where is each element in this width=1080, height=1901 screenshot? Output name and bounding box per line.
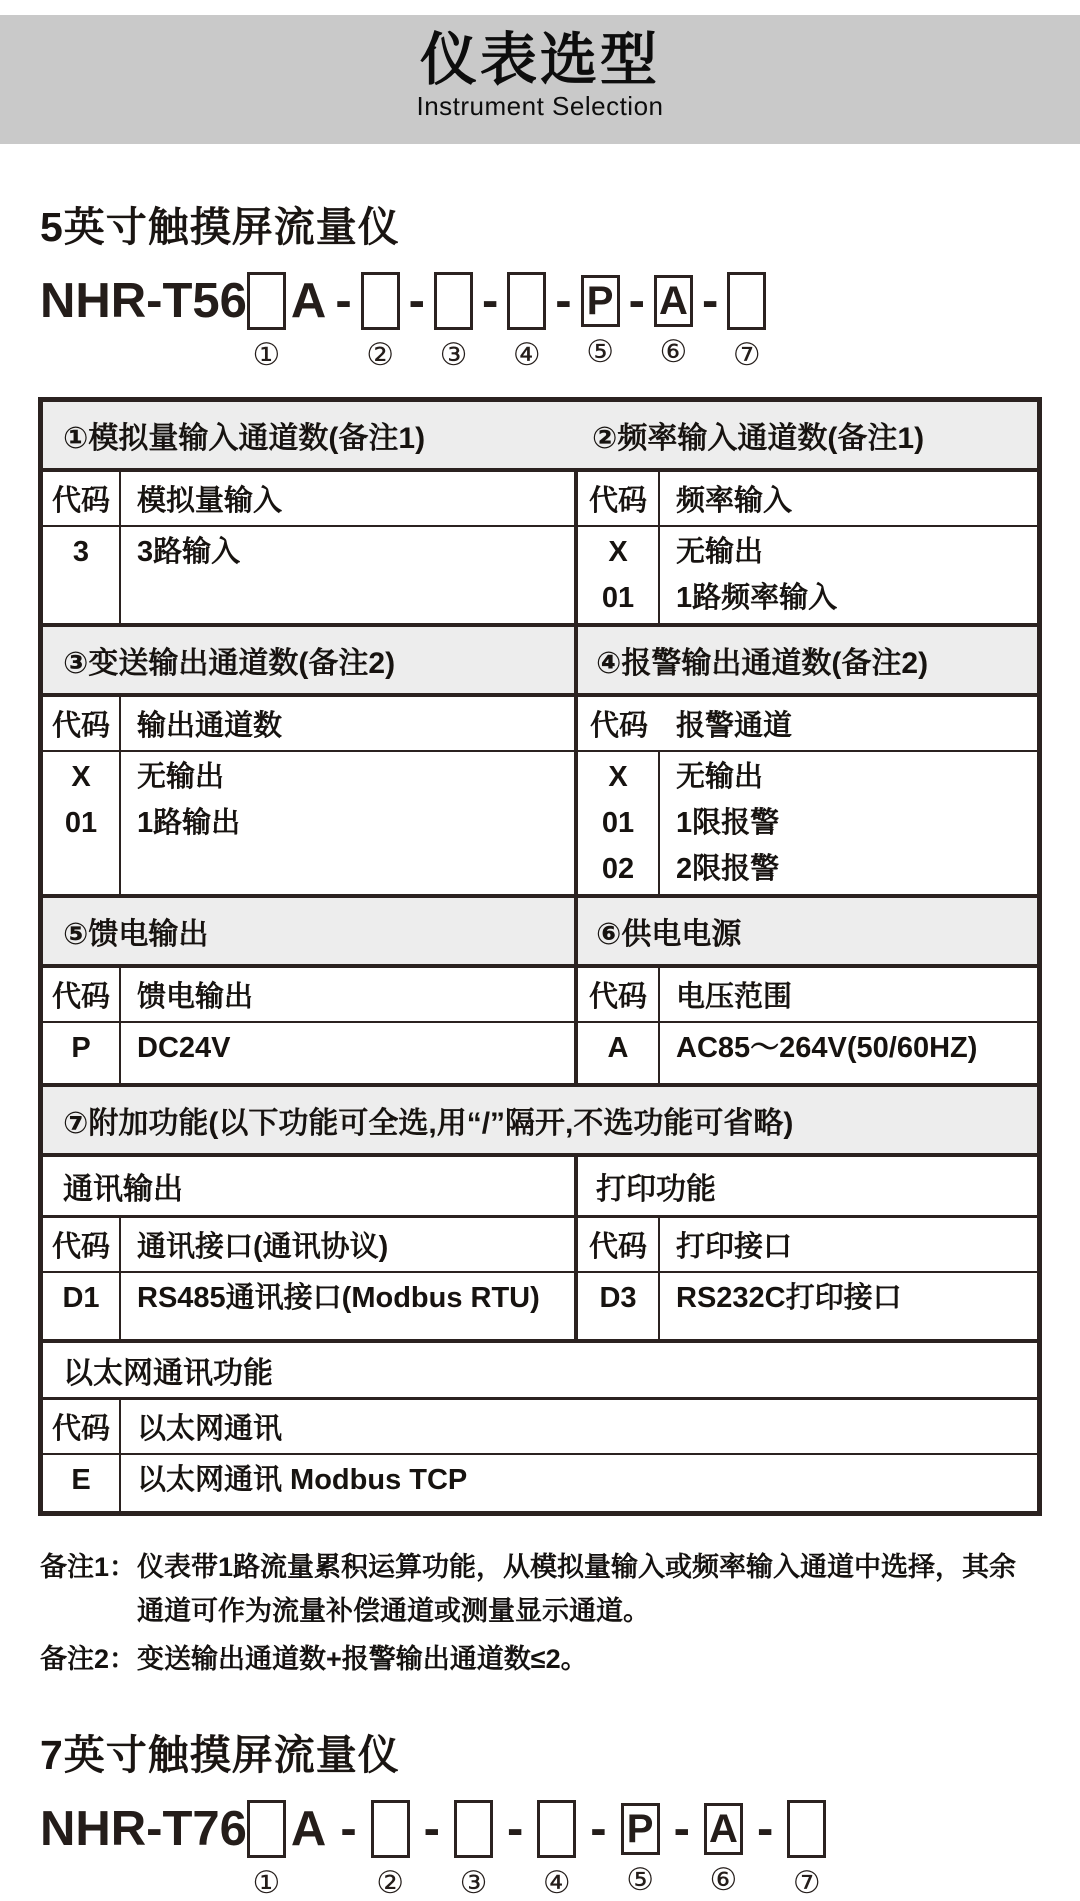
ethernet-column-header-row	[43, 1400, 1037, 1455]
section-1-2-title-row	[43, 402, 1037, 472]
circle-6-marker: ⑥	[709, 1862, 738, 1898]
product-7inch-section	[40, 1722, 1040, 1901]
note-1	[40, 1546, 1040, 1633]
section-1-title: ①模拟量输入通道数(备注1)	[63, 422, 426, 455]
model-code-line-5inch	[40, 269, 1040, 373]
dash-separator: -	[506, 1802, 524, 1857]
code-column-header: 代码	[43, 1400, 121, 1453]
section-2-column-headers	[574, 472, 1037, 525]
option-code: A	[607, 1032, 629, 1064]
ethernet-code-column	[43, 1455, 121, 1511]
model-option-box-6-a: A	[654, 275, 693, 327]
ethernet-options	[43, 1455, 1037, 1511]
print-value-column	[660, 1273, 1037, 1339]
dash-separator: -	[340, 1802, 357, 1857]
section-3-4-body-row	[43, 752, 1037, 894]
section-3-4-column-header-row	[43, 697, 1037, 752]
dash-separator: -	[701, 274, 719, 328]
code-column-header: 代码	[43, 968, 121, 1021]
model-option-3-group	[454, 1797, 493, 1901]
code-column-header: 代码	[43, 697, 121, 750]
option-code: D1	[62, 1282, 100, 1314]
circle-3-marker: ③	[459, 1865, 488, 1901]
comm-column-headers	[43, 1218, 574, 1271]
dash-separator: -	[628, 274, 645, 328]
section-3-code-column	[43, 752, 121, 894]
section-4-title: ④报警输出通道数(备注2)	[574, 627, 1037, 693]
product-5inch-heading: 5英寸触摸屏流量仪	[40, 204, 400, 250]
circle-2-marker: ②	[376, 1865, 405, 1901]
option-code: X	[608, 761, 628, 793]
model-option-box-2	[361, 272, 400, 330]
code-column-header: 代码	[589, 710, 648, 742]
section-5-6-body-row	[43, 1023, 1037, 1083]
model-option-4-group	[507, 269, 546, 373]
model-option-3-group	[434, 269, 473, 373]
section-5-value-column	[121, 1023, 574, 1083]
section-6-column-headers	[574, 968, 1037, 1021]
option-code: 02	[601, 853, 635, 885]
model-option-6-group	[704, 1797, 743, 1898]
comm-options	[43, 1273, 574, 1339]
note-2-label: 备注2：	[40, 1644, 137, 1675]
circle-6-marker: ⑥	[659, 334, 688, 369]
code-column-header: 代码	[43, 472, 121, 525]
comm-print-column-header-row	[43, 1218, 1037, 1273]
code-column-header: 代码	[578, 472, 660, 525]
model-option-box-4	[537, 1800, 576, 1858]
circle-5-marker: ⑤	[626, 1862, 655, 1898]
section-3-4-title-row	[43, 623, 1037, 697]
page-header-banner	[0, 15, 1080, 144]
option-code: P	[71, 1032, 91, 1064]
model-option-box-3	[434, 272, 473, 330]
comm-print-subheader-row	[43, 1157, 1037, 1218]
option-code: E	[71, 1464, 91, 1496]
section-4-column-headers	[574, 697, 1037, 750]
section-3-options	[43, 752, 574, 894]
ethernet-subtitle: 以太网通讯功能	[63, 1357, 273, 1390]
model-option-box-5-p: P	[581, 275, 620, 327]
section-3-column-headers	[43, 697, 574, 750]
model-fixed-letter-a: A	[290, 274, 327, 328]
option-code: 01	[601, 582, 635, 614]
section-5-options	[43, 1023, 574, 1083]
code-column-header: 代码	[578, 1218, 660, 1271]
model-code-line-7inch	[40, 1797, 1040, 1901]
option-value: 2限报警	[676, 853, 780, 885]
section-6-code-column	[578, 1023, 660, 1083]
model-option-box-7	[727, 272, 766, 330]
comm-name-header: 通讯接口(通讯协议)	[137, 1231, 389, 1263]
section-5-6-title-row	[43, 894, 1037, 968]
section-1-options	[43, 527, 574, 623]
option-code: 01	[601, 807, 635, 839]
section-7-title: ⑦附加功能(以下功能可全选,用“/”隔开,不选功能可省略)	[63, 1107, 794, 1140]
note-2	[40, 1638, 1040, 1682]
option-value: RS485通讯接口(Modbus RTU)	[137, 1282, 540, 1314]
model-prefix-7inch: NHR-T76	[40, 1802, 247, 1857]
model-option-box-7	[787, 1800, 826, 1858]
ethernet-name-header: 以太网通讯	[137, 1413, 283, 1445]
comm-print-body-row	[43, 1273, 1037, 1339]
option-value: 无输出	[676, 761, 764, 793]
dash-separator: -	[673, 1802, 690, 1857]
model-option-2-group	[361, 269, 400, 373]
model-option-4-group	[537, 1797, 576, 1901]
option-value: DC24V	[137, 1032, 231, 1064]
print-code-column	[578, 1273, 660, 1339]
option-code: 3	[72, 536, 90, 568]
circle-3-marker: ③	[439, 337, 468, 372]
print-options	[574, 1273, 1037, 1339]
section-7-title-row	[43, 1083, 1037, 1157]
model-option-box-2	[371, 1800, 410, 1858]
circle-2-marker: ②	[366, 337, 395, 372]
section-4-options	[574, 752, 1037, 894]
section-5-name-header: 馈电输出	[137, 981, 254, 1013]
ethernet-subheader-row	[43, 1339, 1037, 1400]
section-2-name-header: 频率输入	[676, 485, 793, 517]
section-2-code-column	[578, 527, 660, 623]
model-option-6-group	[654, 269, 693, 370]
model-fixed-letter-a: A	[290, 1802, 327, 1857]
section-6-options	[574, 1023, 1037, 1083]
option-value: AC85～264V(50/60HZ)	[676, 1032, 978, 1064]
circle-1-marker: ①	[252, 1865, 281, 1901]
model-option-5-group	[581, 269, 620, 370]
section-6-name-header: 电压范围	[676, 981, 793, 1013]
code-column-header: 代码	[43, 1218, 121, 1271]
dash-separator: -	[423, 1802, 440, 1857]
section-2-title: ②频率输入通道数(备注1)	[592, 422, 925, 455]
model-option-1-group	[247, 269, 286, 373]
section-3-value-column	[121, 752, 574, 894]
dash-separator: -	[335, 274, 352, 328]
code-column-header: 代码	[578, 968, 660, 1021]
page-subtitle: Instrument Selection	[416, 90, 664, 121]
section-3-title: ③变送输出通道数(备注2)	[63, 647, 396, 680]
section-5-column-headers	[43, 968, 574, 1021]
model-option-5-group	[621, 1797, 660, 1898]
option-value: 以太网通讯 Modbus TCP	[137, 1464, 468, 1496]
option-value: 无输出	[137, 761, 225, 793]
circle-4-marker: ④	[512, 337, 541, 372]
section-2-options	[574, 527, 1037, 623]
notes-section	[40, 1546, 1040, 1682]
model-option-box-6-a: A	[704, 1803, 743, 1855]
note-1-text: 仪表带1路流量累积运算功能，从模拟量输入或频率输入通道中选择，其余通道可作为流量补偿通道或测量显示通道。	[137, 1552, 1017, 1626]
dash-separator: -	[481, 274, 499, 328]
print-name-header: 打印接口	[676, 1231, 793, 1263]
circle-4-marker: ④	[542, 1865, 571, 1901]
circle-5-marker: ⑤	[586, 334, 615, 369]
circle-7-marker: ⑦	[732, 337, 761, 372]
option-code: D3	[599, 1282, 637, 1314]
print-column-headers	[574, 1218, 1037, 1271]
model-option-7-group	[727, 269, 766, 373]
model-option-7-group	[787, 1797, 826, 1901]
section-1-code-column	[43, 527, 121, 623]
model-option-box-4	[507, 272, 546, 330]
model-option-2-group	[371, 1797, 410, 1901]
circle-7-marker: ⑦	[792, 1865, 821, 1901]
section-3-name-header: 输出通道数	[137, 710, 283, 742]
section-4-code-column	[578, 752, 660, 894]
section-6-value-column	[660, 1023, 1037, 1083]
section-5-title: ⑤馈电输出	[63, 918, 209, 951]
option-code: 01	[64, 807, 98, 839]
option-value: 3路输入	[137, 536, 241, 568]
product-5inch-section	[40, 194, 1040, 373]
model-option-box-5-p: P	[621, 1803, 660, 1855]
section-1-2-body-row	[43, 527, 1037, 623]
circle-1-marker: ①	[252, 337, 281, 372]
page-title: 仪表选型	[420, 28, 660, 92]
section-4-value-column	[660, 752, 1037, 894]
comm-value-column	[121, 1273, 574, 1339]
comm-output-subtitle: 通讯输出	[63, 1173, 183, 1206]
dash-separator: -	[590, 1802, 607, 1857]
section-2-value-column	[660, 527, 1037, 623]
ethernet-body-row	[43, 1455, 1037, 1511]
selection-table	[38, 397, 1042, 1516]
section-6-title: ⑥供电电源	[574, 898, 1037, 964]
ethernet-value-column	[121, 1455, 1037, 1511]
section-1-name-header: 模拟量输入	[137, 485, 283, 517]
section-5-code-column	[43, 1023, 121, 1083]
section-4-name-header: 报警通道	[676, 710, 793, 742]
dash-separator: -	[756, 1802, 774, 1857]
model-option-box-3	[454, 1800, 493, 1858]
model-prefix-5inch: NHR-T56	[40, 274, 247, 328]
section-5-6-column-header-row	[43, 968, 1037, 1023]
product-7inch-heading: 7英寸触摸屏流量仪	[40, 1732, 400, 1779]
dash-separator: -	[555, 274, 572, 328]
model-option-box-1	[247, 1800, 286, 1858]
option-value: 无输出	[676, 536, 764, 568]
section-1-column-headers	[43, 472, 574, 525]
note-1-label: 备注1：	[40, 1552, 137, 1582]
option-value: 1路频率输入	[676, 582, 838, 614]
option-value: RS232C打印接口	[676, 1282, 902, 1314]
model-option-box-1	[247, 272, 286, 330]
option-code: X	[71, 761, 91, 793]
comm-code-column	[43, 1273, 121, 1339]
dash-separator: -	[408, 274, 425, 328]
catalog-page	[0, 15, 1080, 1901]
section-1-value-column	[121, 527, 574, 623]
section-1-2-column-header-row	[43, 472, 1037, 527]
note-2-text: 变送输出通道数+报警输出通道数≤2。	[137, 1644, 588, 1675]
option-value: 1限报警	[676, 807, 780, 839]
model-option-1-group	[247, 1797, 286, 1901]
option-value: 1路输出	[137, 807, 241, 839]
print-function-subtitle: 打印功能	[574, 1157, 1037, 1215]
option-code: X	[608, 536, 628, 568]
